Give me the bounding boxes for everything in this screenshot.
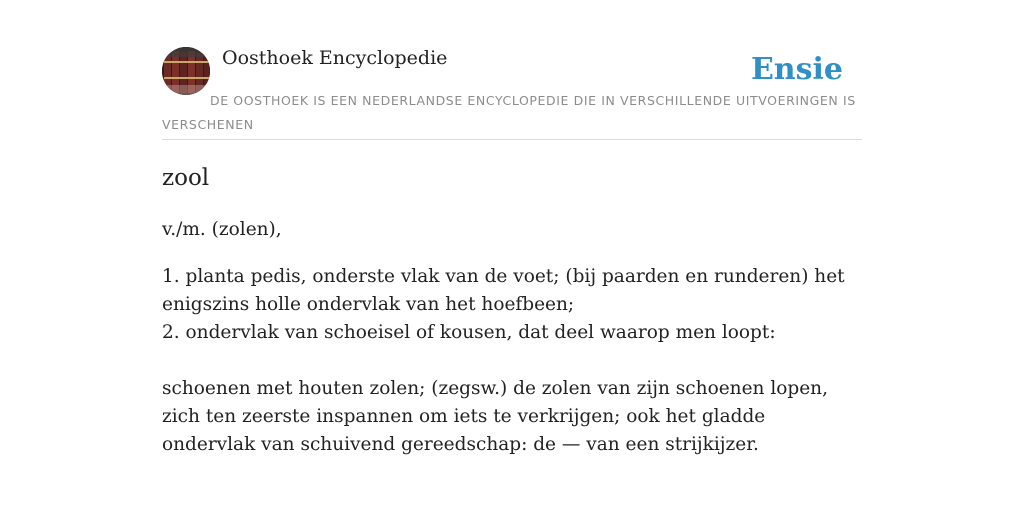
header — [162, 46, 862, 140]
encyclopedia-books-avatar[interactable] — [162, 47, 210, 95]
site-name[interactable]: Oosthoek Encyclopedie — [222, 47, 448, 69]
ensie-logo[interactable]: Ensie — [750, 52, 843, 87]
definition-example: schoenen met houten zolen; (zegsw.) de zolen van zijn schoenen lopen, zich ten zeerste inspannen om iets te verkrijgen; ook het gladde ondervlak van schuivend gereedschap: de — van een strijkijzer. — [162, 378, 828, 455]
entry-grammar: v./m. (zolen), — [162, 219, 282, 240]
paragraph-gap — [162, 347, 862, 375]
entry-headword: zool — [162, 165, 210, 191]
books-icon — [162, 47, 210, 95]
entry-definition — [162, 263, 862, 459]
definition-item-1: 1. planta pedis, onderste vlak van de voet; (bij paarden en runderen) het enigszins holle ondervlak van het hoefbeen; — [162, 266, 845, 315]
site-tagline: DE OOSTHOEK IS EEN NEDERLANDSE ENCYCLOPEDIE DIE IN VERSCHILLENDE UITVOERINGEN IS VERSCHENEN — [162, 93, 856, 132]
definition-item-2: 2. ondervlak van schoeisel of kousen, dat deel waarop men loopt: — [162, 322, 776, 343]
